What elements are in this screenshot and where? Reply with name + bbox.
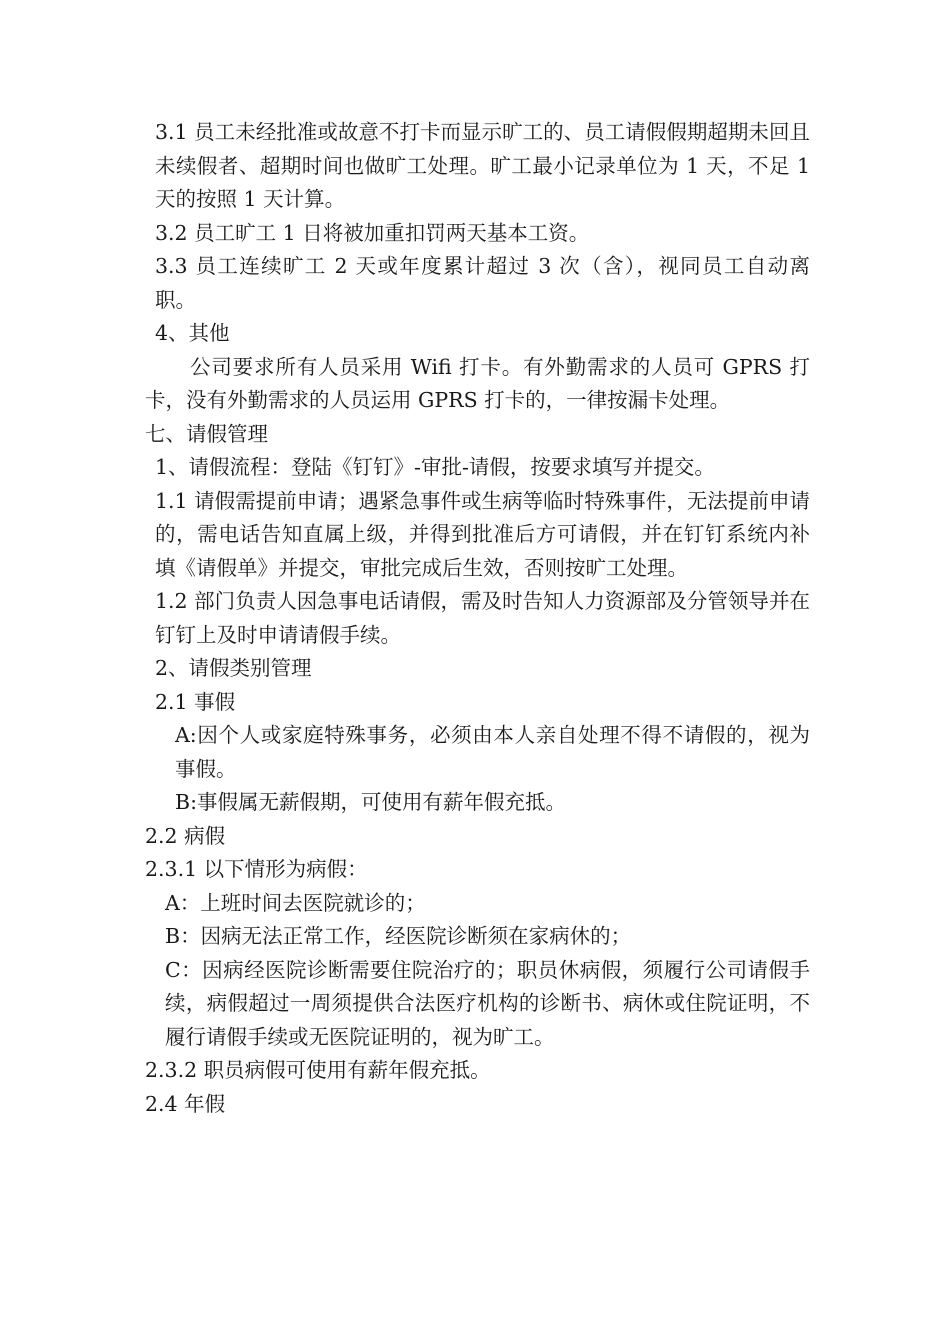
paragraph-wifi-clock-in: 公司要求所有人员采用 Wifi 打卡。有外勤需求的人员可 GPRS 打卡，没有外勤需求的人员运用 GPRS 打卡的，一律按漏卡处理。 xyxy=(145,354,810,412)
heading-4-other: 4、其他 xyxy=(155,321,230,345)
paragraph-3-3: 3.3 员工连续旷工 2 天或年度累计超过 3 次（含），视同员工自动离职。 xyxy=(155,254,810,312)
paragraph-1-2: 1.2 部门负责人因急事电话请假，需及时告知人力资源部及分管领导并在钉钉上及时申请请假手续。 xyxy=(155,589,810,647)
document-body xyxy=(145,116,810,1121)
paragraph-sick-leave-b: B：因病无法正常工作，经医院诊断须在家病休的； xyxy=(165,924,632,948)
heading-2-3-1: 2.3.1 以下情形为病假： xyxy=(145,857,368,881)
heading-2-2-sick-leave: 2.2 病假 xyxy=(145,823,226,848)
heading-2-4-annual-leave: 2.4 年假 xyxy=(145,1091,226,1116)
paragraph-personal-leave-b: B:事假属无薪假期，可使用有薪年假充抵。 xyxy=(175,790,566,814)
paragraph-3-1: 3.1 员工未经批准或故意不打卡而显示旷工的、员工请假假期超期未回且未续假者、超期时间也做旷工处理。旷工最小记录单位为 1 天，不足 1 天的按照 1 天计算。 xyxy=(155,120,810,211)
heading-2-leave-types: 2、请假类别管理 xyxy=(155,656,312,680)
heading-1-leave-process: 1、请假流程：登陆《钉钉》-审批-请假，按要求填写并提交。 xyxy=(155,455,715,479)
paragraph-1-1: 1.1 请假需提前申请；遇紧急事件或生病等临时特殊事件，无法提前申请的，需电话告知直属上级，并得到批准后方可请假，并在钉钉系统内补填《请假单》并提交，审批完成后生效，否则按旷工处理。 xyxy=(155,488,810,580)
paragraph-2-3-2: 2.3.2 职员病假可使用有薪年假充抵。 xyxy=(145,1058,491,1082)
heading-2-1-personal-leave: 2.1 事假 xyxy=(155,689,236,714)
paragraph-sick-leave-c: C：因病经医院诊断需要住院治疗的；职员休病假，须履行公司请假手续，病假超过一周须提供合法医疗机构的诊断书、病休或住院证明，不履行请假手续或无医院证明的，视为旷工。 xyxy=(165,957,810,1049)
paragraph-personal-leave-a: A:因个人或家庭特殊事务，必须由本人亲自处理不得不请假的，视为事假。 xyxy=(175,723,810,781)
section-heading-leave-management: 七、请假管理 xyxy=(145,421,268,446)
paragraph-3-2: 3.2 员工旷工 1 日将被加重扣罚两天基本工资。 xyxy=(155,220,590,245)
paragraph-sick-leave-a: A：上班时间去医院就诊的； xyxy=(165,890,426,915)
